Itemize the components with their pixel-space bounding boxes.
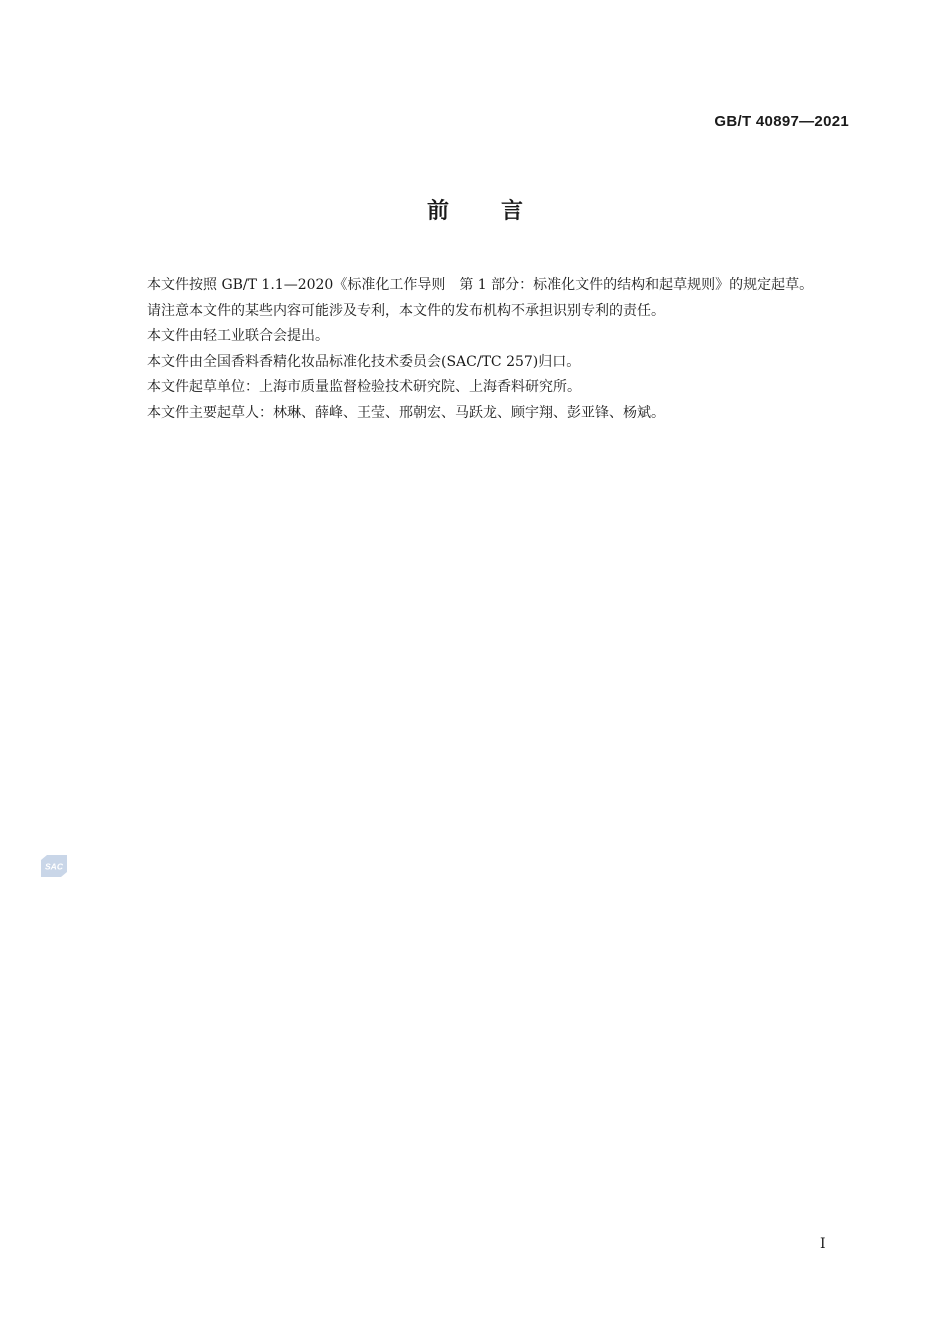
foreword-body [113,273,848,426]
paragraph-committee: 本文件由全国香料香精化妆品标准化技术委员会(SAC/TC 257)归口。 [147,353,581,370]
page-number: I [820,1236,826,1252]
paragraph-proposer: 本文件由轻工业联合会提出。 [147,328,329,344]
sac-logo-icon [41,854,67,878]
page-title: 前言 [426,199,575,224]
standard-number: GB/T 40897—2021 [714,113,849,130]
watermark-text: SAC [45,861,63,872]
paragraph-drafting-rules: 本文件按照 GB/T 1.1—2020《标准化工作导则 第 1 部分：标准化文件的结构和起草规则》的规定起草。 [147,277,814,293]
paragraph-patent-notice: 请注意本文件的某些内容可能涉及专利，本文件的发布机构不承担识别专利的责任。 [147,302,665,319]
paragraph-drafters: 本文件主要起草人：林琳、薛峰、王莹、邢朝宏、马跃龙、顾宇翔、彭亚锋、杨斌。 [147,404,665,421]
paragraph-drafting-units: 本文件起草单位：上海市质量监督检验技术研究院、上海香料研究所。 [147,379,581,395]
sac-watermark-logo [41,854,67,878]
